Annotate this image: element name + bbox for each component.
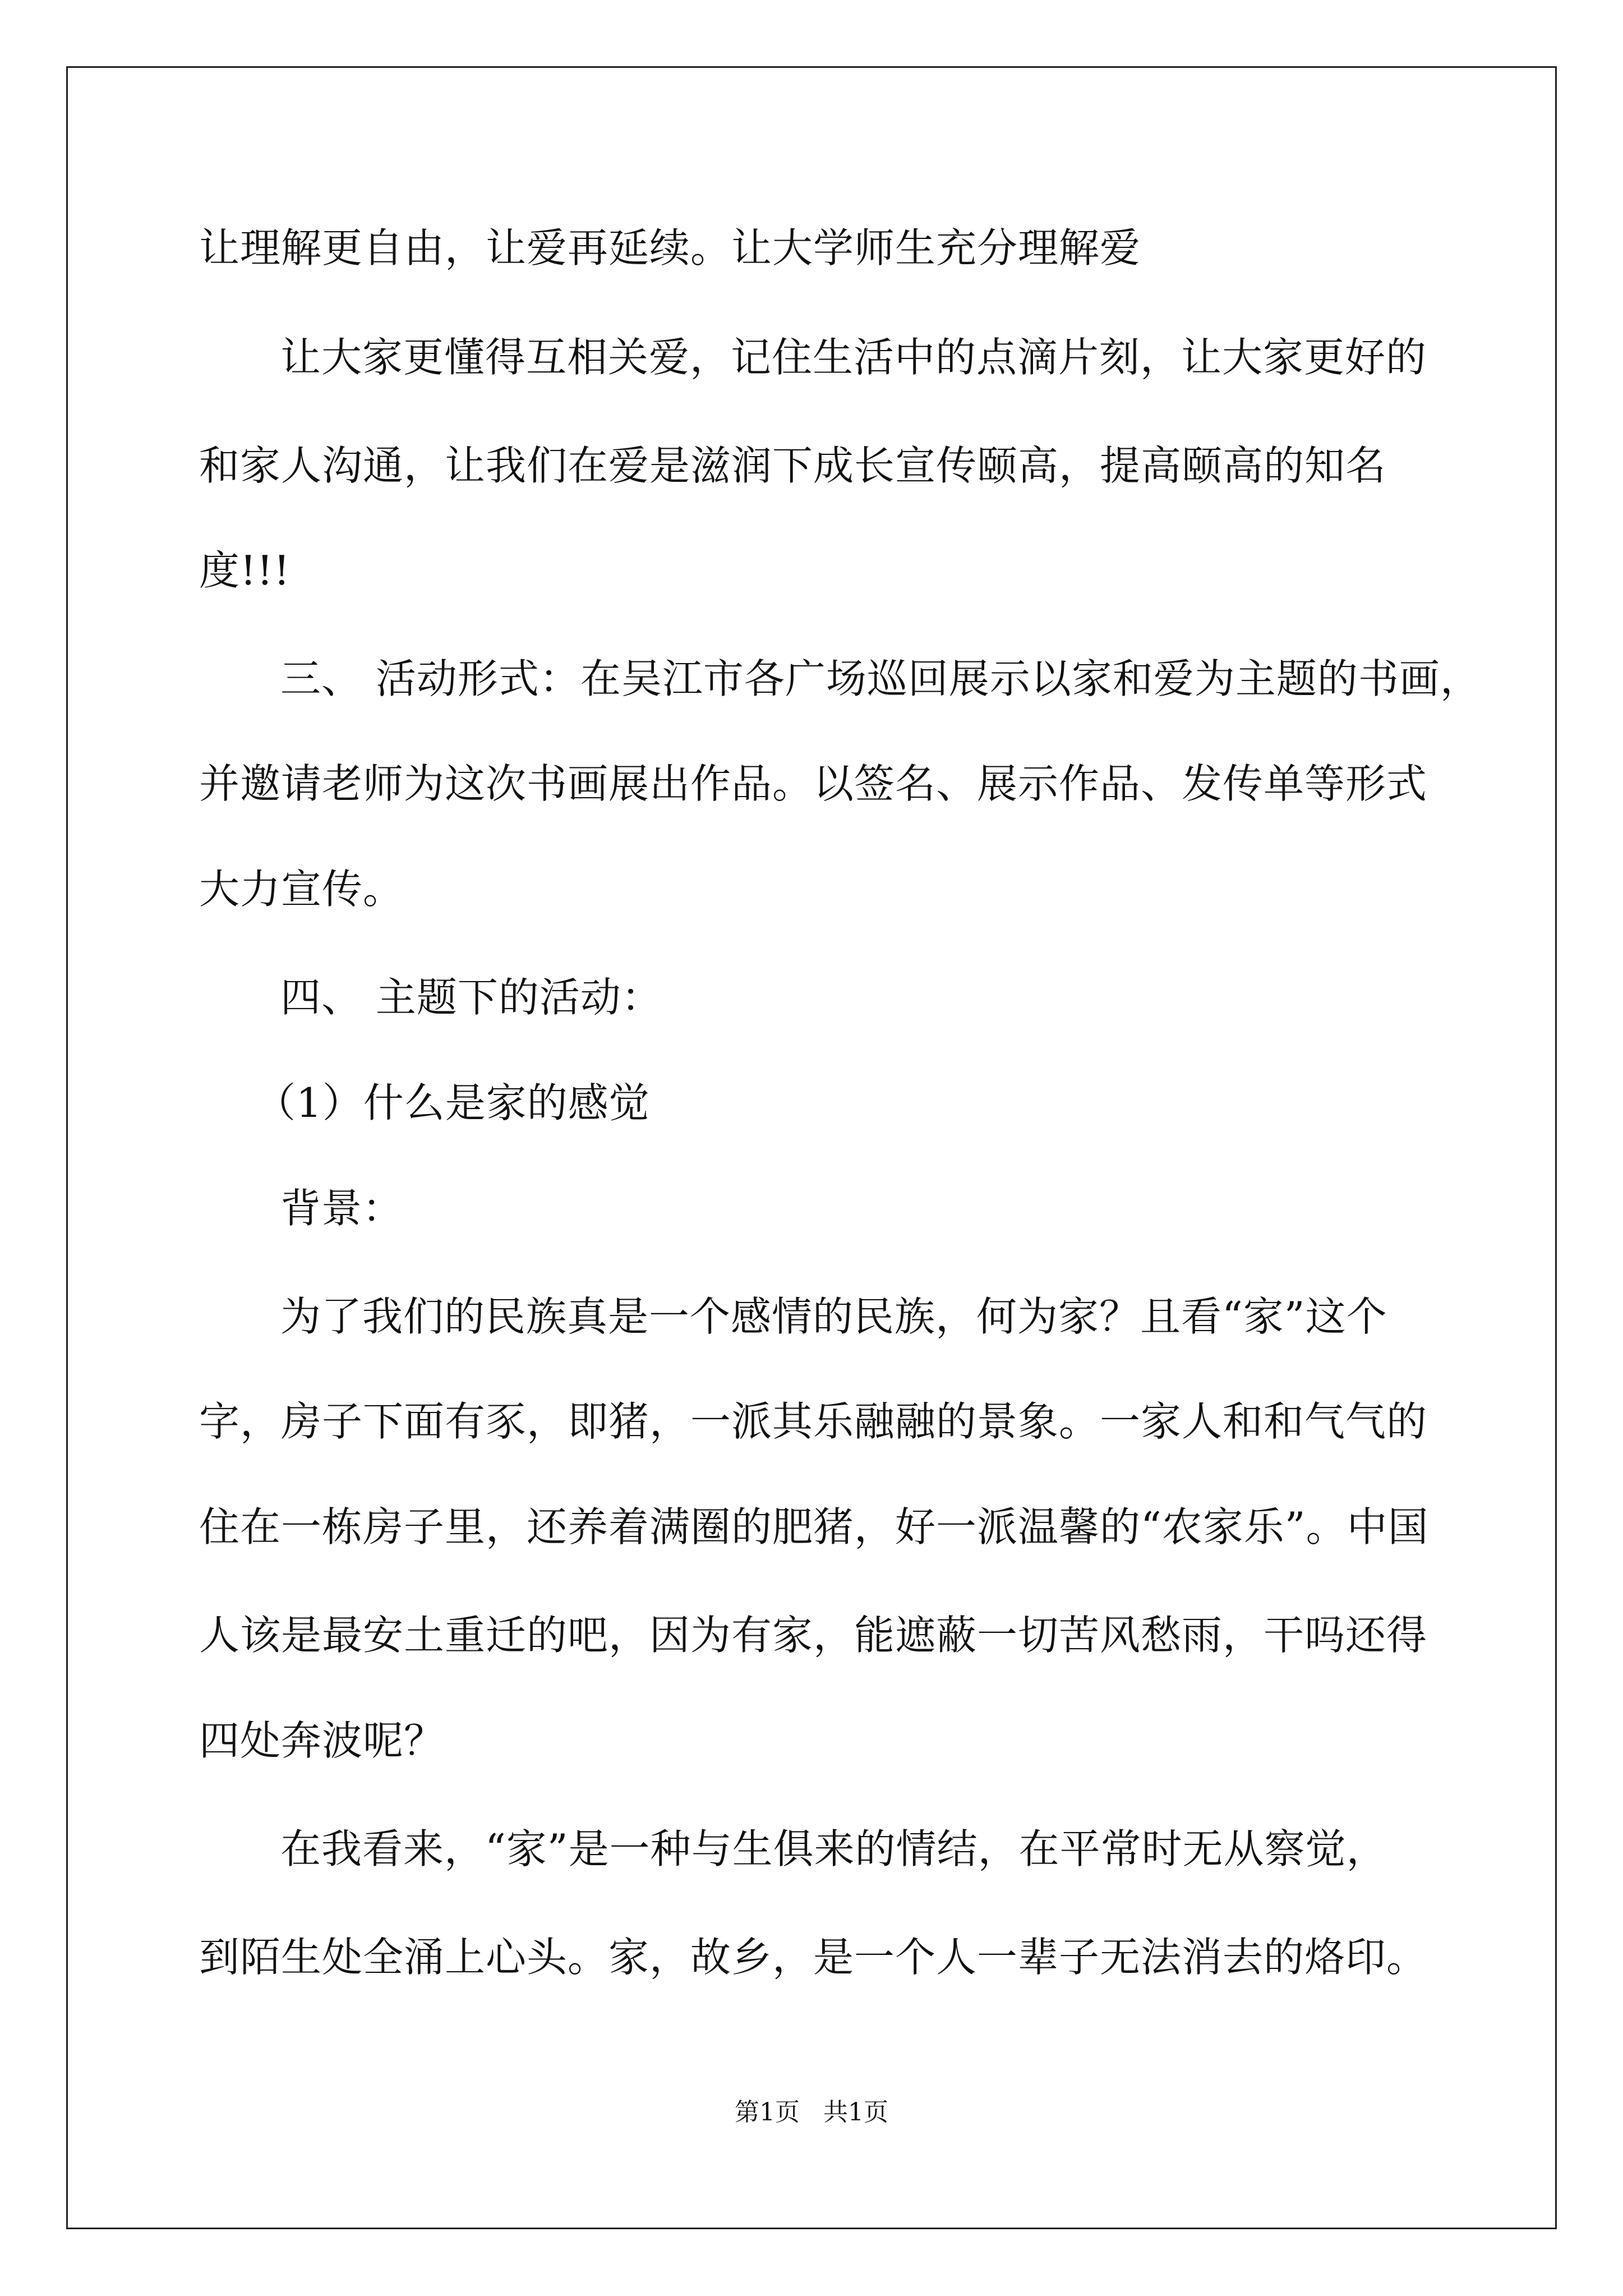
text-line: 背景：	[280, 1185, 404, 1232]
text-line: 四、 主题下的活动：	[280, 974, 662, 1021]
text-line: （1）什么是家的感觉	[255, 1079, 650, 1126]
text-line: 度!!!	[199, 547, 291, 594]
text-line: 到陌生处全涌上心头。家，故乡，是一个人一辈子无法消去的烙印。	[199, 1934, 1428, 1981]
text-line: 在我看来，“家”是一种与生俱来的情结，在平常时无从察觉，	[280, 1825, 1387, 1872]
text-line: 和家人沟通，让我们在爱是滋润下成长宣传颐高，提高颐高的知名	[199, 442, 1387, 489]
text-line: 字，房子下面有豕，即猪，一派其乐融融的景象。一家人和和气气的	[199, 1398, 1428, 1445]
page-footer	[0, 2097, 1623, 2128]
text-line: 四处奔波呢？	[199, 1717, 445, 1764]
text-line: 大力宣传。	[199, 866, 404, 913]
page-number: 第1页	[735, 2098, 800, 2127]
page-total: 共1页	[823, 2098, 888, 2127]
text-line: 三、 活动形式：在吴江市各广场巡回展示以家和爱为主题的书画，	[280, 655, 1481, 702]
text-line: 让理解更自由，让爱再延续。让大学师生充分理解爱	[199, 224, 1141, 272]
text-line: 并邀请老师为这次书画展出作品。以签名、展示作品、发传单等形式	[199, 760, 1428, 807]
page-border	[66, 66, 1557, 2229]
text-line: 为了我们的民族真是一个感情的民族，何为家？且看“家”这个	[280, 1293, 1387, 1340]
text-line: 让大家更懂得互相关爱，记住生活中的点滴片刻，让大家更好的	[280, 334, 1427, 381]
text-line: 人该是最安土重迁的吧，因为有家，能遮蔽一切苦风愁雨，干吗还得	[199, 1612, 1428, 1659]
text-line: 住在一栋房子里，还养着满圈的肥猪，好一派温馨的“农家乐”。中国	[199, 1503, 1429, 1550]
